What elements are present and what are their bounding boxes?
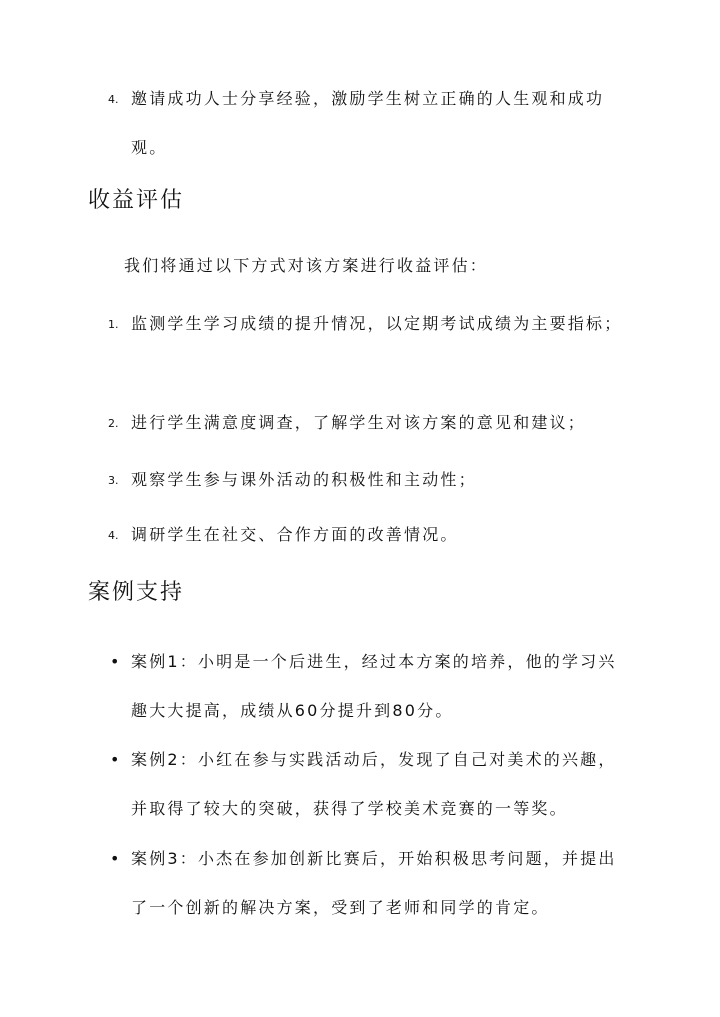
list-item-text: 案例1：小明是一个后进生，经过本方案的培养，他的学习兴趣大大提高，成绩从60分提升到80分。 [131,652,617,720]
list-item-text: 案例3：小杰在参加创新比赛后，开始积极思考问题，并提出了一个创新的解决方案，受到了老师和同学的肯定。 [131,849,617,917]
list-marker: 4. [108,529,119,542]
list-marker: 2. [108,417,119,430]
list-item-text: 观察学生参与课外活动的积极性和主动性； [131,470,477,489]
list-item-text: 邀请成功人士分享经验，激励学生树立正确的人生观和成功观。 [131,89,605,157]
list-item-text: 调研学生在社交、合作方面的改善情况。 [131,525,459,544]
list-item-text: 监测学生学习成绩的提升情况，以定期考试成绩为主要指标； [131,314,623,333]
list-marker: 4. [108,93,119,106]
section-heading-benefit: 收益评估 [88,188,185,213]
section-intro: 我们将通过以下方式对该方案进行收益评估： [124,256,489,275]
list-item-text: 进行学生满意度调查，了解学生对该方案的意见和建议； [131,413,587,432]
list-item-text: 案例2：小红在参与实践活动后，发现了自己对美术的兴趣，并取得了较大的突破，获得了学校美术竞赛的一等奖。 [131,750,617,818]
list-marker: 3. [108,474,119,487]
bullet-marker: • [110,750,120,769]
section-heading-cases: 案例支持 [88,580,185,605]
bullet-marker: • [110,849,120,868]
list-marker: 1. [108,318,119,331]
bullet-marker: • [110,652,120,671]
